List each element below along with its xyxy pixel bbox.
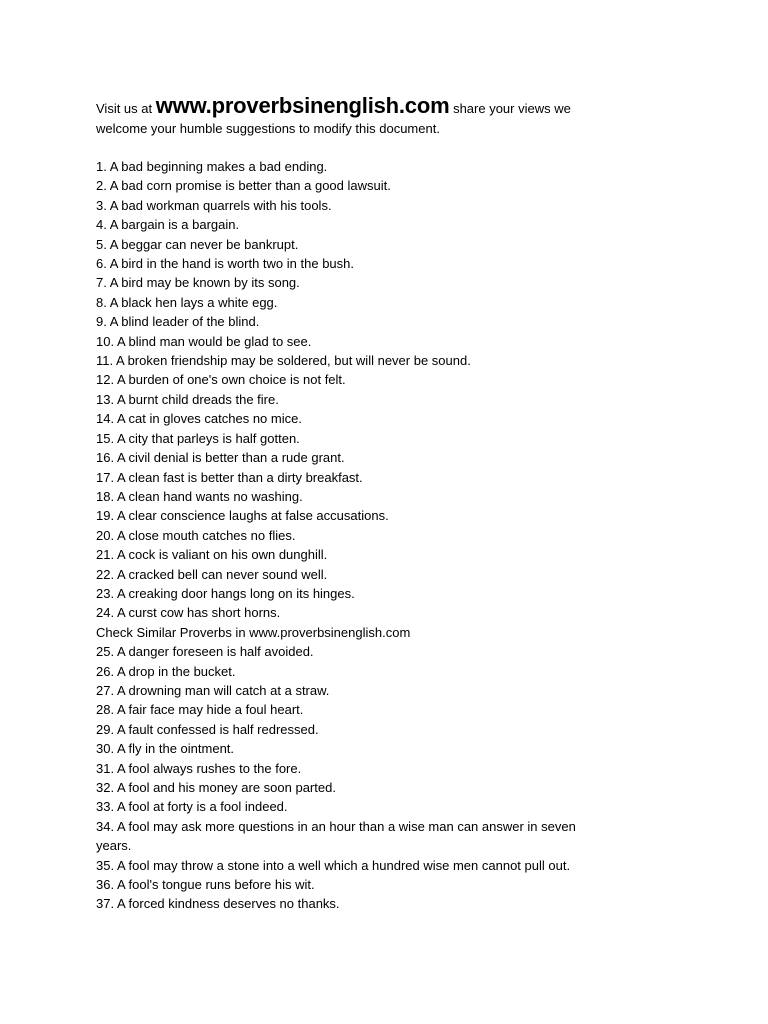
header-prefix: Visit us at <box>96 101 153 116</box>
proverb-item: 3. A bad workman quarrels with his tools. <box>96 197 332 213</box>
proverb-item: 36. A fool's tongue runs before his wit. <box>96 877 315 893</box>
proverb-item: 5. A beggar can never be bankrupt. <box>96 236 299 252</box>
proverb-list <box>96 157 728 914</box>
proverb-group-2 <box>96 642 728 914</box>
proverb-item: 26. A drop in the bucket. <box>96 663 236 679</box>
proverb-item: 6. A bird in the hand is worth two in the bush. <box>96 256 354 272</box>
proverb-item: 37. A forced kindness deserves no thanks. <box>96 896 340 912</box>
site-url-link[interactable]: www.proverbsinenglish.com <box>155 93 450 118</box>
header <box>96 93 728 139</box>
proverb-item: 9. A blind leader of the blind. <box>96 314 260 330</box>
proverb-item: 16. A civil denial is better than a rude grant. <box>96 450 345 466</box>
proverb-item: 10. A blind man would be glad to see. <box>96 333 312 349</box>
proverb-item: 34. A fool may ask more questions in an hour than a wise man can answer in seven years. <box>96 818 576 854</box>
proverb-item: 1. A bad beginning makes a bad ending. <box>96 159 328 174</box>
proverb-item: 24. A curst cow has short horns. <box>96 605 281 621</box>
proverb-item: 8. A black hen lays a white egg. <box>96 294 278 310</box>
proverb-item: 11. A broken friendship may be soldered, but will never be sound. <box>96 353 471 369</box>
proverb-item: 29. A fault confessed is half redressed. <box>96 721 319 737</box>
similar-proverbs-notice: Check Similar Proverbs in www.proverbsinenglish.com <box>96 624 411 640</box>
header-suffix: share your views we <box>453 101 571 116</box>
proverb-item: 2. A bad corn promise is better than a good lawsuit. <box>96 178 391 194</box>
proverb-item: 33. A fool at forty is a fool indeed. <box>96 799 288 815</box>
proverb-group-1 <box>96 157 728 623</box>
proverb-item: 25. A danger foreseen is half avoided. <box>96 644 314 660</box>
proverb-item: 15. A city that parleys is half gotten. <box>96 430 300 446</box>
proverb-item: 14. A cat in gloves catches no mice. <box>96 411 302 427</box>
proverb-item: 20. A close mouth catches no flies. <box>96 527 296 543</box>
proverb-item: 31. A fool always rushes to the fore. <box>96 760 302 776</box>
proverb-item: 28. A fair face may hide a foul heart. <box>96 702 304 718</box>
proverb-item: 32. A fool and his money are soon parted. <box>96 780 336 795</box>
proverb-item: 27. A drowning man will catch at a straw. <box>96 682 330 698</box>
proverb-item: 35. A fool may throw a stone into a well which a hundred wise men cannot pull out. <box>96 857 571 873</box>
proverb-item: 23. A creaking door hangs long on its hinges. <box>96 585 355 601</box>
proverb-item: 7. A bird may be known by its song. <box>96 275 300 291</box>
proverb-item: 18. A clean hand wants no washing. <box>96 488 303 504</box>
proverb-item: 21. A cock is valiant on his own dunghill. <box>96 547 328 563</box>
proverb-item: 30. A fly in the ointment. <box>96 741 235 757</box>
proverb-item: 13. A burnt child dreads the fire. <box>96 391 279 407</box>
proverb-item: 22. A cracked bell can never sound well. <box>96 566 328 582</box>
proverb-item: 17. A clean fast is better than a dirty breakfast. <box>96 469 363 485</box>
header-line-2: welcome your humble suggestions to modify this document. <box>96 121 440 136</box>
proverb-item: 19. A clear conscience laughs at false accusations. <box>96 508 389 524</box>
proverb-item: 12. A burden of one's own choice is not felt. <box>96 372 346 388</box>
proverb-item: 4. A bargain is a bargain. <box>96 217 240 233</box>
